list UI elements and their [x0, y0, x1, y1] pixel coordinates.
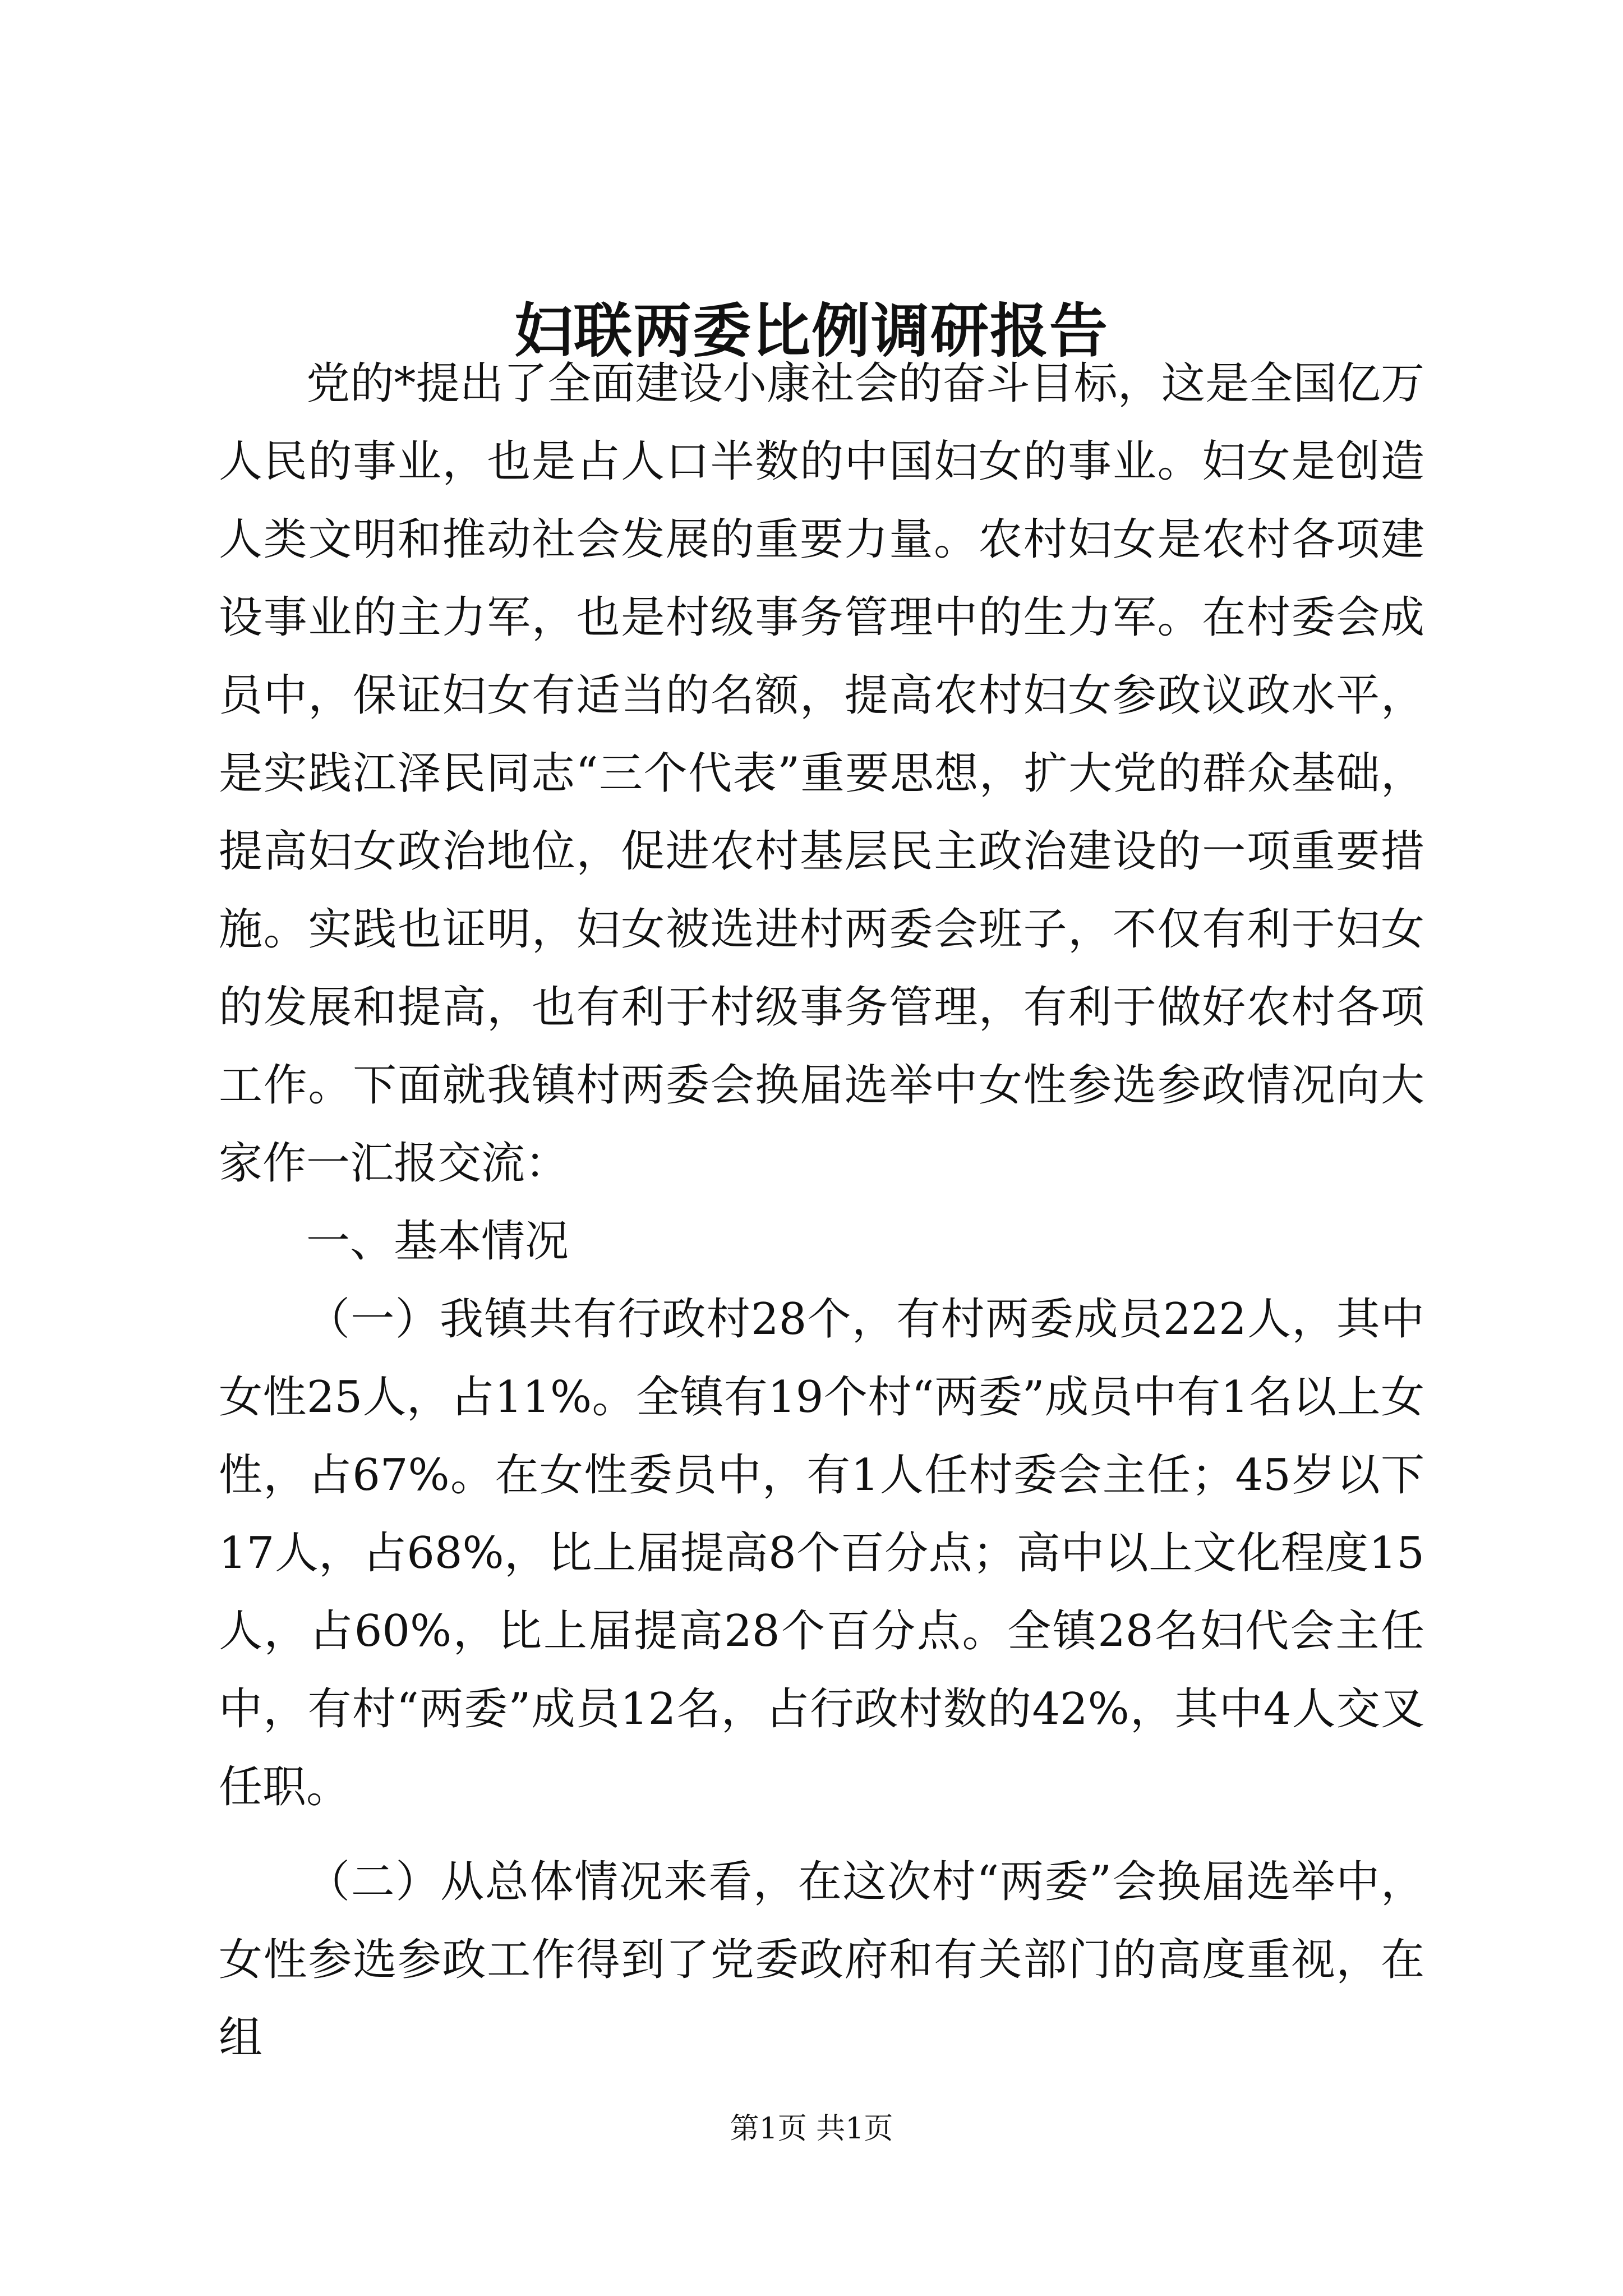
document-body: [219, 345, 1424, 2077]
paragraph-overall-situation: （二）从总体情况来看，在这次村“两委”会换届选举中，女性参选参政工作得到了党委政府和有关部门的高度重视，在组: [219, 1857, 1424, 2063]
document-title: 妇联两委比例调研报告: [514, 296, 1109, 365]
section-heading: 一、基本情况: [306, 1216, 569, 1267]
intro-paragraph: 党的*提出了全面建设小康社会的奋斗目标，这是全国亿万人民的事业，也是占人口半数的中国妇女的事业。妇女是创造人类文明和推动社会发展的重要力量。农村妇女是农村各项建设事业的主力军，也是村级事务管理中的生力军。在村委会成员中，保证妇女有适当的名额，提高农村妇女参政议政水平，是实践江泽民同志“三个代表”重要思想，扩大党的群众基础，提高妇女政治地位，促进农村基层民主政治建设的一项重要措施。实践也证明，妇女被选进村两委会班子，不仅有利于妇女的发展和提高，也有利于村级事务管理，有利于做好农村各项工作。下面就我镇村两委会换届选举中女性参选参政情况向大家作一汇报交流：: [219, 358, 1424, 1189]
paragraph-basic-situation: （一）我镇共有行政村28个，有村两委成员222人，其中女性25人，占11%。全镇有19个村“两委”成员中有1名以上女性，占67%。在女性委员中，有1人任村委会主任；45岁以下17人，占68%，比上届提高8个百分点；高中以上文化程度15人，占60%，比上届提高28个百分点。全镇28名妇代会主任中，有村“两委”成员12名，占行政村数的42%，其中4人交叉任职。: [219, 1294, 1424, 1812]
page-footer: 第1页 共1页: [730, 2112, 893, 2146]
